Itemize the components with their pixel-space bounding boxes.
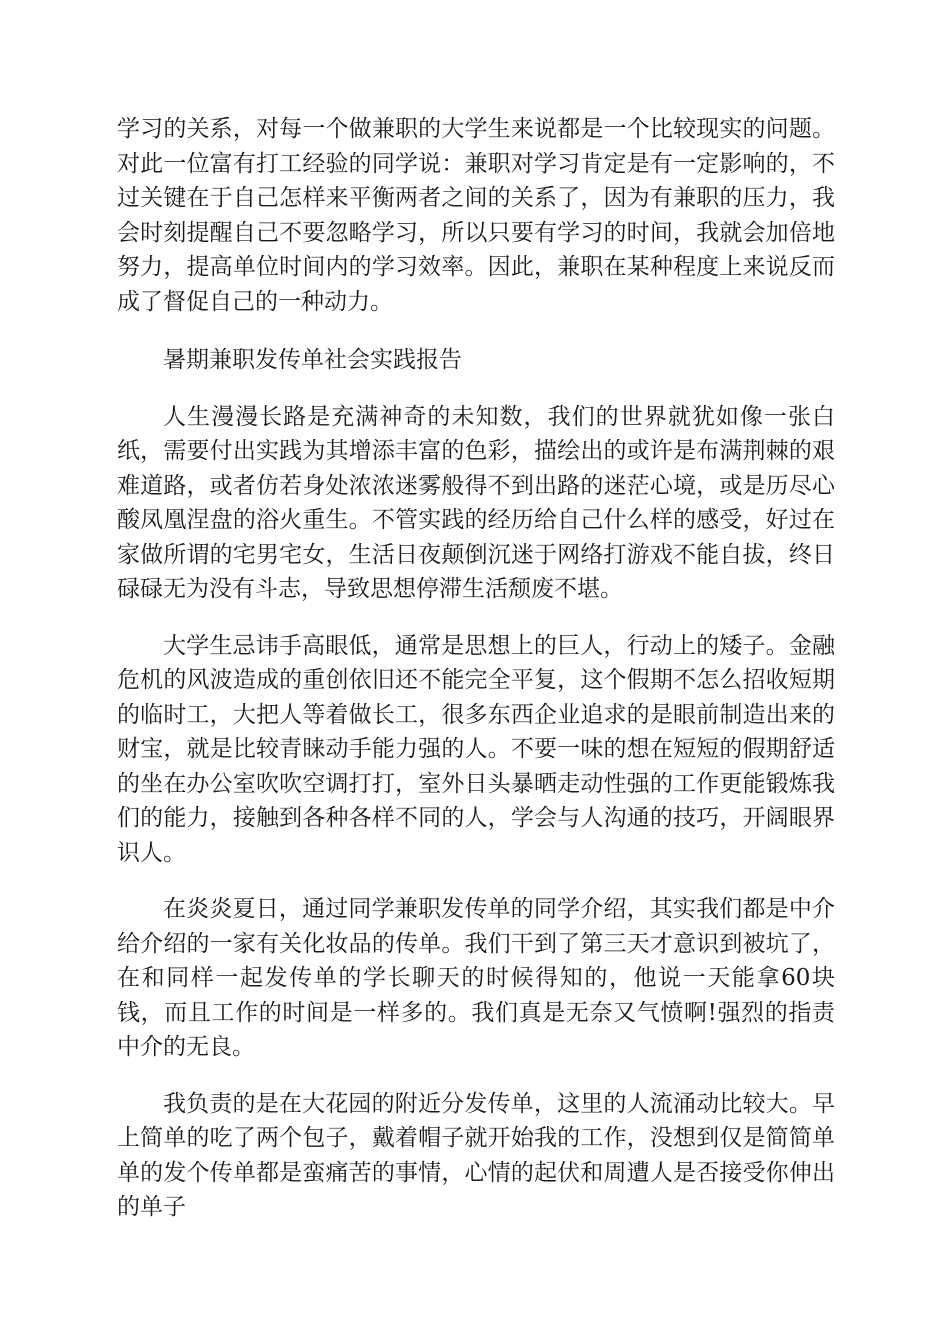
- document-body: [117, 112, 835, 1247]
- paragraph-body: 我负责的是在大花园的附近分发传单，这里的人流涌动比较大。早上简单的吃了两个包子，戴着帽子就开始我的工作，没想到仅是简简单单的发个传单都是蛮痛苦的事情，心情的起伏和周遭人是否接受你伸出的单子: [117, 1090, 835, 1220]
- paragraph-body: 大学生忌讳手高眼低，通常是思想上的巨人，行动上的矮子。金融危机的风波造成的重创依旧还不能完全平复，这个假期不怎么招收短期的临时工，大把人等着做长工，很多东西企业追求的是眼前制造出来的财宝，就是比较青睐动手能力强的人。不要一味的想在短短的假期舒适的坐在办公室吹吹空调打打，室外日头暴晒走动性强的工作更能锻炼我们的能力，接触到各种各样不同的人，学会与人沟通的技巧，开阔眼界识人。: [117, 632, 835, 866]
- paragraph-body: 在炎炎夏日，通过同学兼职发传单的同学介绍，其实我们都是中介给介绍的一家有关化妆品的传单。我们干到了第三天才意识到被坑了，在和同样一起发传单的学长聊天的时候得知的，他说一天能拿60块钱，而且工作的时间是一样多的。我们真是无奈又气愤啊!强烈的指责中介的无良。: [117, 896, 835, 1060]
- section-heading: 暑期兼职发传单社会实践报告: [163, 347, 462, 373]
- paragraph-continuation: 学习的关系，对每一个做兼职的大学生来说都是一个比较现实的问题。对此一位富有打工经验的同学说：兼职对学习肯定是有一定影响的，不过关键在于自己怎样来平衡两者之间的关系了，因为有兼职的压力，我会时刻提醒自己不要忽略学习，所以只要有学习的时间，我就会加倍地努力，提高单位时间内的学习效率。因此，兼职在某种程度上来说反而成了督促自己的一种动力。: [117, 116, 835, 315]
- paragraph-body: 人生漫漫长路是充满神奇的未知数，我们的世界就犹如像一张白纸，需要付出实践为其增添丰富的色彩，描绘出的或许是布满荆棘的艰难道路，或者仿若身处浓浓迷雾般得不到出路的迷茫心境，或是历尽心酸凤凰涅盘的浴火重生。不管实践的经历给自己什么样的感受，好过在家做所谓的宅男宅女，生活日夜颠倒沉迷于网络打游戏不能自拔，终日碌碌无为没有斗志，导致思想停滞生活颓废不堪。: [117, 403, 835, 602]
